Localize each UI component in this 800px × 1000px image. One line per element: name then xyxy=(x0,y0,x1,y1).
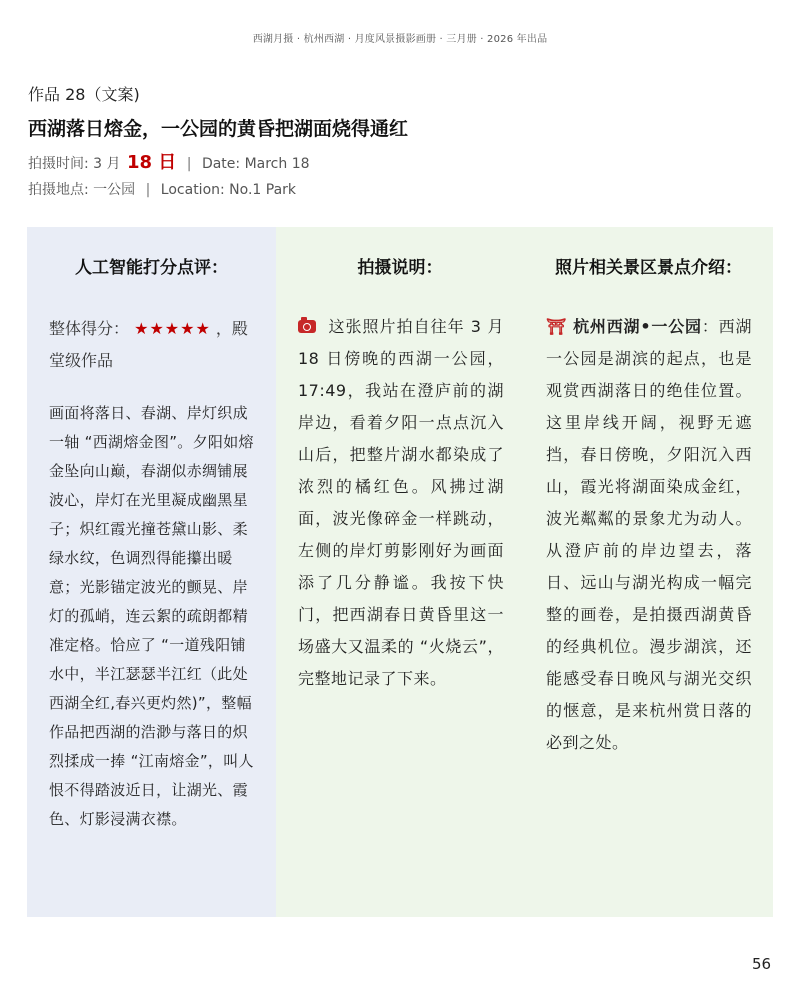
star-rating-icon: ★★★★★ xyxy=(134,319,211,338)
shooting-notes-heading: 拍摄说明： xyxy=(357,258,443,278)
scenic-intro-body xyxy=(546,311,752,759)
score-rank: ，殿堂级作品 xyxy=(49,319,248,370)
date-highlight: 18 日 xyxy=(126,152,177,173)
content-columns xyxy=(27,227,773,917)
place-name: 杭州西湖•一公园 xyxy=(572,317,702,336)
place-suffix: ： xyxy=(701,317,719,336)
date-english: Date: March 18 xyxy=(201,156,310,172)
ai-review-text: 画面将落日、春湖、岸灯织成一轴 “西湖熔金图”。夕阳如熔金坠向山巅，春湖似赤绸铺展波心，岸灯在光里凝成幽黑星子；炽红霞光撞苍黛山影、柔绿水纹，色调烈得能攥出暖意；光影锚定波光的颤晃、岸灯的孤峭，连云絮的疏朗都精准定格。恰应了 “一道残阳铺水中，半江瑟瑟半江红（此处西湖全红,春兴更灼然)”，整幅作品把西湖的浩渺与落日的炽烈揉成一捧 “江南熔金”，叫人恨不得踏波近日，让湖光、霞色、灯影浸满衣襟。 xyxy=(49,404,254,828)
page-number: 56 xyxy=(752,955,772,973)
shooting-notes-text: 这张照片拍自往年 3 月 18 日傍晚的西湖一公园，17:49，我站在澄庐前的湖岸边，看着夕阳一点点沉入山后，把整片湖水都染成了浓烈的橘红色。风拂过湖面，波光像碎金一样跳动，左侧的岸灯剪影刚好为画面添了几分静谧。我按下快门，把西湖春日黄昏里这一场盛大又温柔的 “火烧云”，完整地记录了下来。 xyxy=(298,317,504,688)
scenic-intro-text: 西湖一公园是湖滨的起点，也是观赏西湖落日的绝佳位置。这里岸线开阔，视野无遮挡，春日傍晚，夕阳沉入西山，霞光将湖面染成金红，波光粼粼的景象尤为动人。从澄庐前的岸边望去，落日、远山与湖光构成一幅完整的画卷，是拍摄西湖黄昏的经典机位。漫步湖滨，还能感受春日晚风与湖光交织的惬意，是来杭州赏日落的必到之处。 xyxy=(546,317,752,752)
ai-review-heading: 人工智能打分点评： xyxy=(75,258,228,278)
scenic-intro-heading: 照片相关景区景点介绍： xyxy=(555,258,742,278)
meta-separator: | xyxy=(186,156,192,172)
page-title: 西湖落日熔金，一公园的黄昏把湖面烧得通红 xyxy=(28,118,409,140)
camera-icon xyxy=(298,320,316,333)
pavilion-icon: ⛩ xyxy=(546,317,567,336)
shooting-notes-body xyxy=(298,311,504,695)
shooting-date xyxy=(28,148,310,174)
location-english: Location: No.1 Park xyxy=(160,182,297,198)
meta-separator: | xyxy=(145,182,151,198)
ai-review-column xyxy=(27,227,276,917)
running-header: 西湖月摄 · 杭州西湖 · 月度风景摄影画册 · 三月册 · 2026 年出品 xyxy=(252,34,548,45)
shooting-location xyxy=(28,179,296,199)
date-label: 拍摄时间: 3 月 xyxy=(28,156,121,172)
score-label: 整体得分： xyxy=(49,319,130,338)
overall-score xyxy=(49,313,254,377)
shooting-notes-column xyxy=(276,227,524,917)
work-label: 作品 28（文案) xyxy=(28,85,140,104)
scenic-intro-column xyxy=(524,227,773,917)
location-label: 拍摄地点: 一公园 xyxy=(28,182,136,198)
